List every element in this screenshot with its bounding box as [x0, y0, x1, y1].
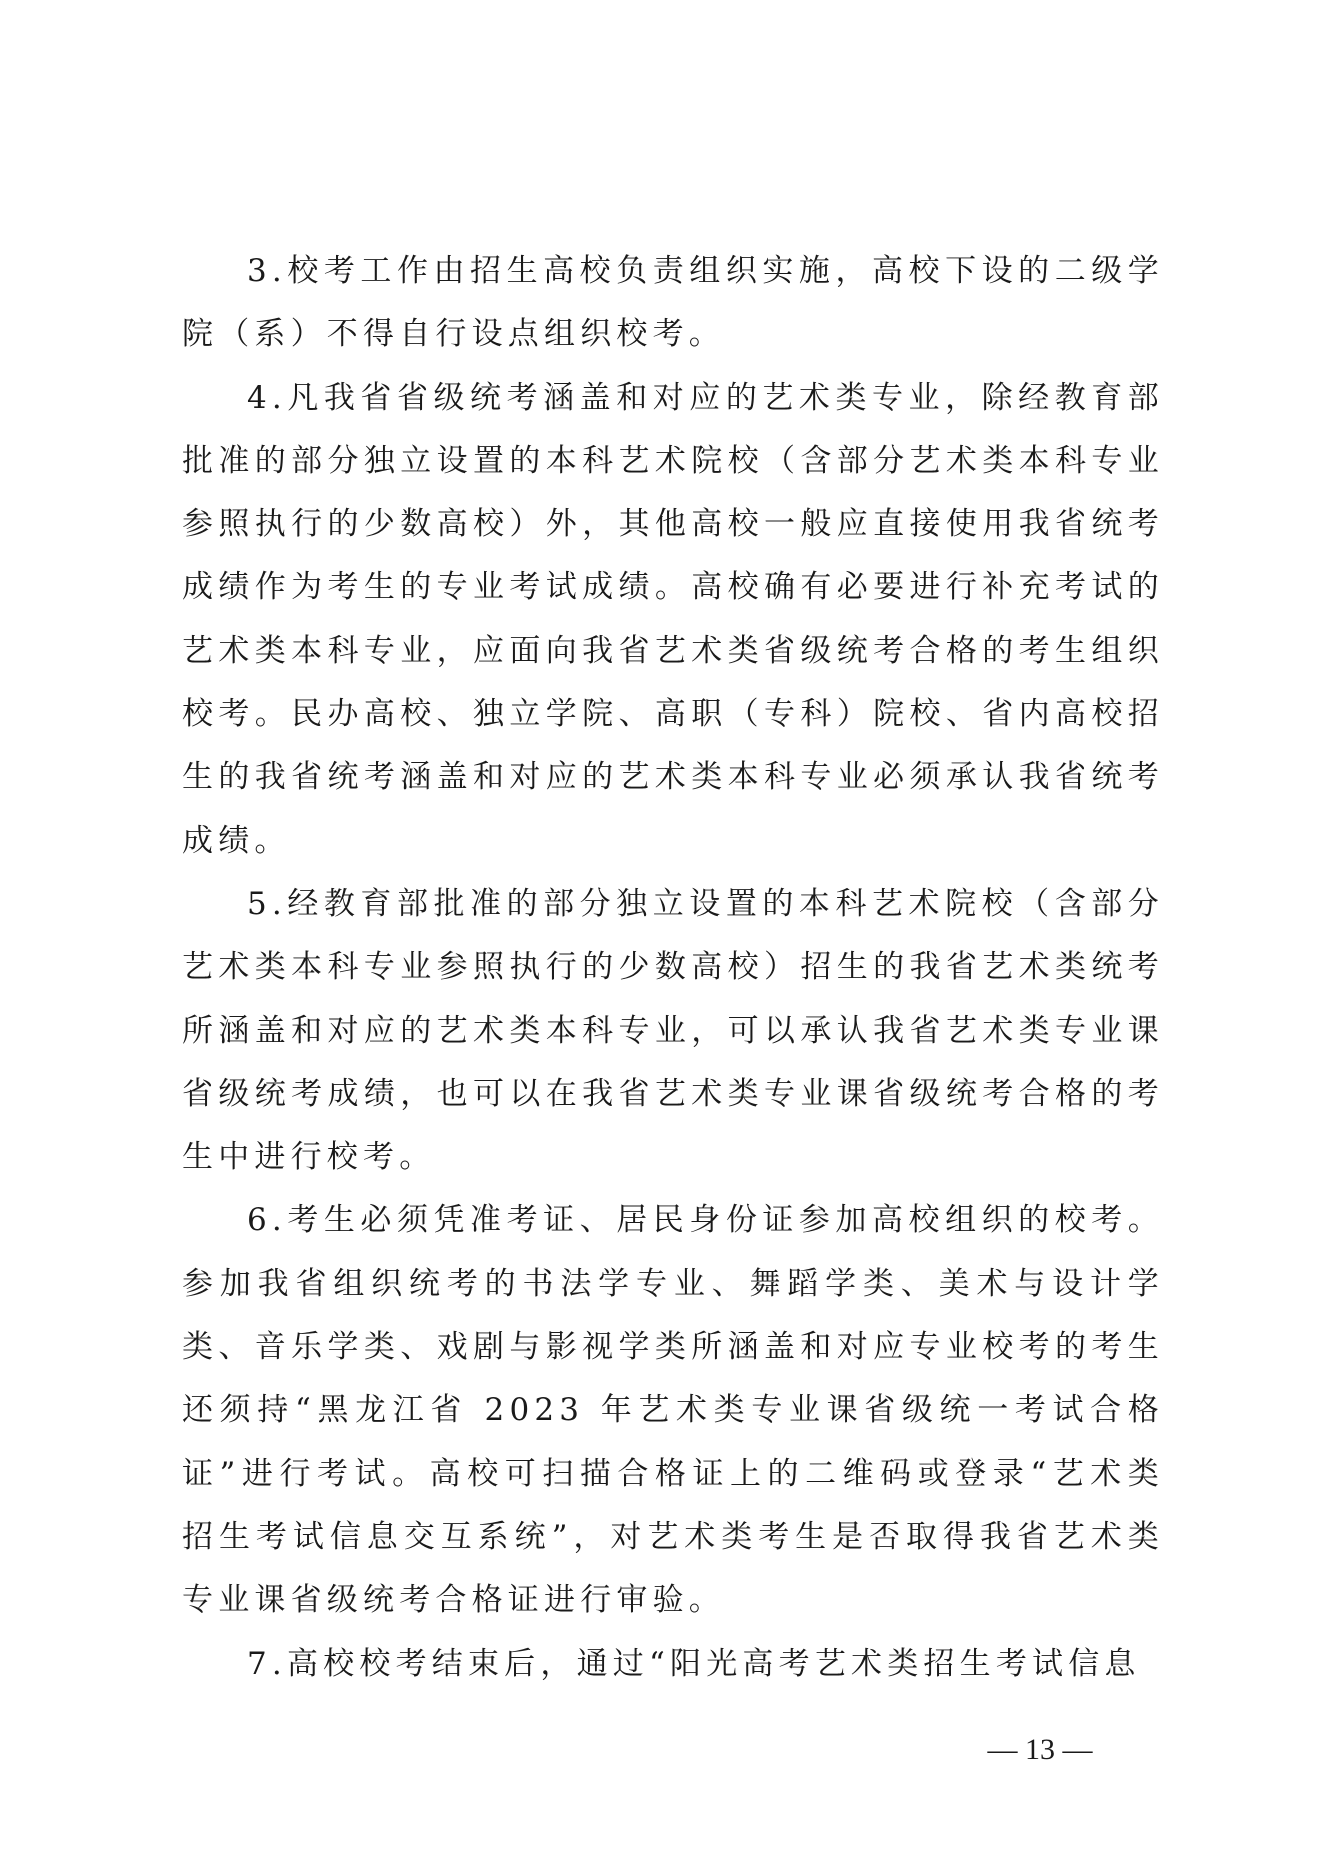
paragraph-item-3: 3.校考工作由招生高校负责组织实施，高校下设的二级学院（系）不得自行设点组织校考。 — [182, 253, 1164, 353]
paragraph-item-7: 7.高校校考结束后，通过“阳光高考艺术类招生考试信息 — [247, 1645, 1141, 1682]
paragraph-item-5: 5.经教育部批准的部分独立设置的本科艺术院校（含部分艺术类本科专业参照执行的少数高校）招生的我省艺术类统考所涵盖和对应的艺术类本科专业，可以承认我省艺术类专业课省级统考成绩，也可以在我省艺术类专业课省级统考合格的考生中进行校考。 — [182, 885, 1164, 1176]
paragraph-item-6: 6.考生必须凭准考证、居民身份证参加高校组织的校考。参加我省组织统考的书法学专业、舞蹈学类、美术与设计学类、音乐学类、戏剧与影视学类所涵盖和对应专业校考的考生还须持“黑龙江省 2023 年艺术类专业课省级统一考试合格证”进行考试。高校可扫描合格证上的二维码或登录“艺术类招生考试信息交互系统”，对艺术类考生是否取得我省艺术类专业课省级统考合格证进行审验。 — [182, 1202, 1164, 1619]
document-body — [182, 240, 1164, 1696]
page-number: — 13 — — [987, 1733, 1093, 1766]
paragraph-item-4: 4.凡我省省级统考涵盖和对应的艺术类专业，除经教育部批准的部分独立设置的本科艺术院校（含部分艺术类本科专业参照执行的少数高校）外，其他高校一般应直接使用我省统考成绩作为考生的专业考试成绩。高校确有必要进行补充考试的艺术类本科专业，应面向我省艺术类省级统考合格的考生组织校考。民办高校、独立学院、高职（专科）院校、省内高校招生的我省统考涵盖和对应的艺术类本科专业必须承认我省统考成绩。 — [182, 379, 1164, 859]
